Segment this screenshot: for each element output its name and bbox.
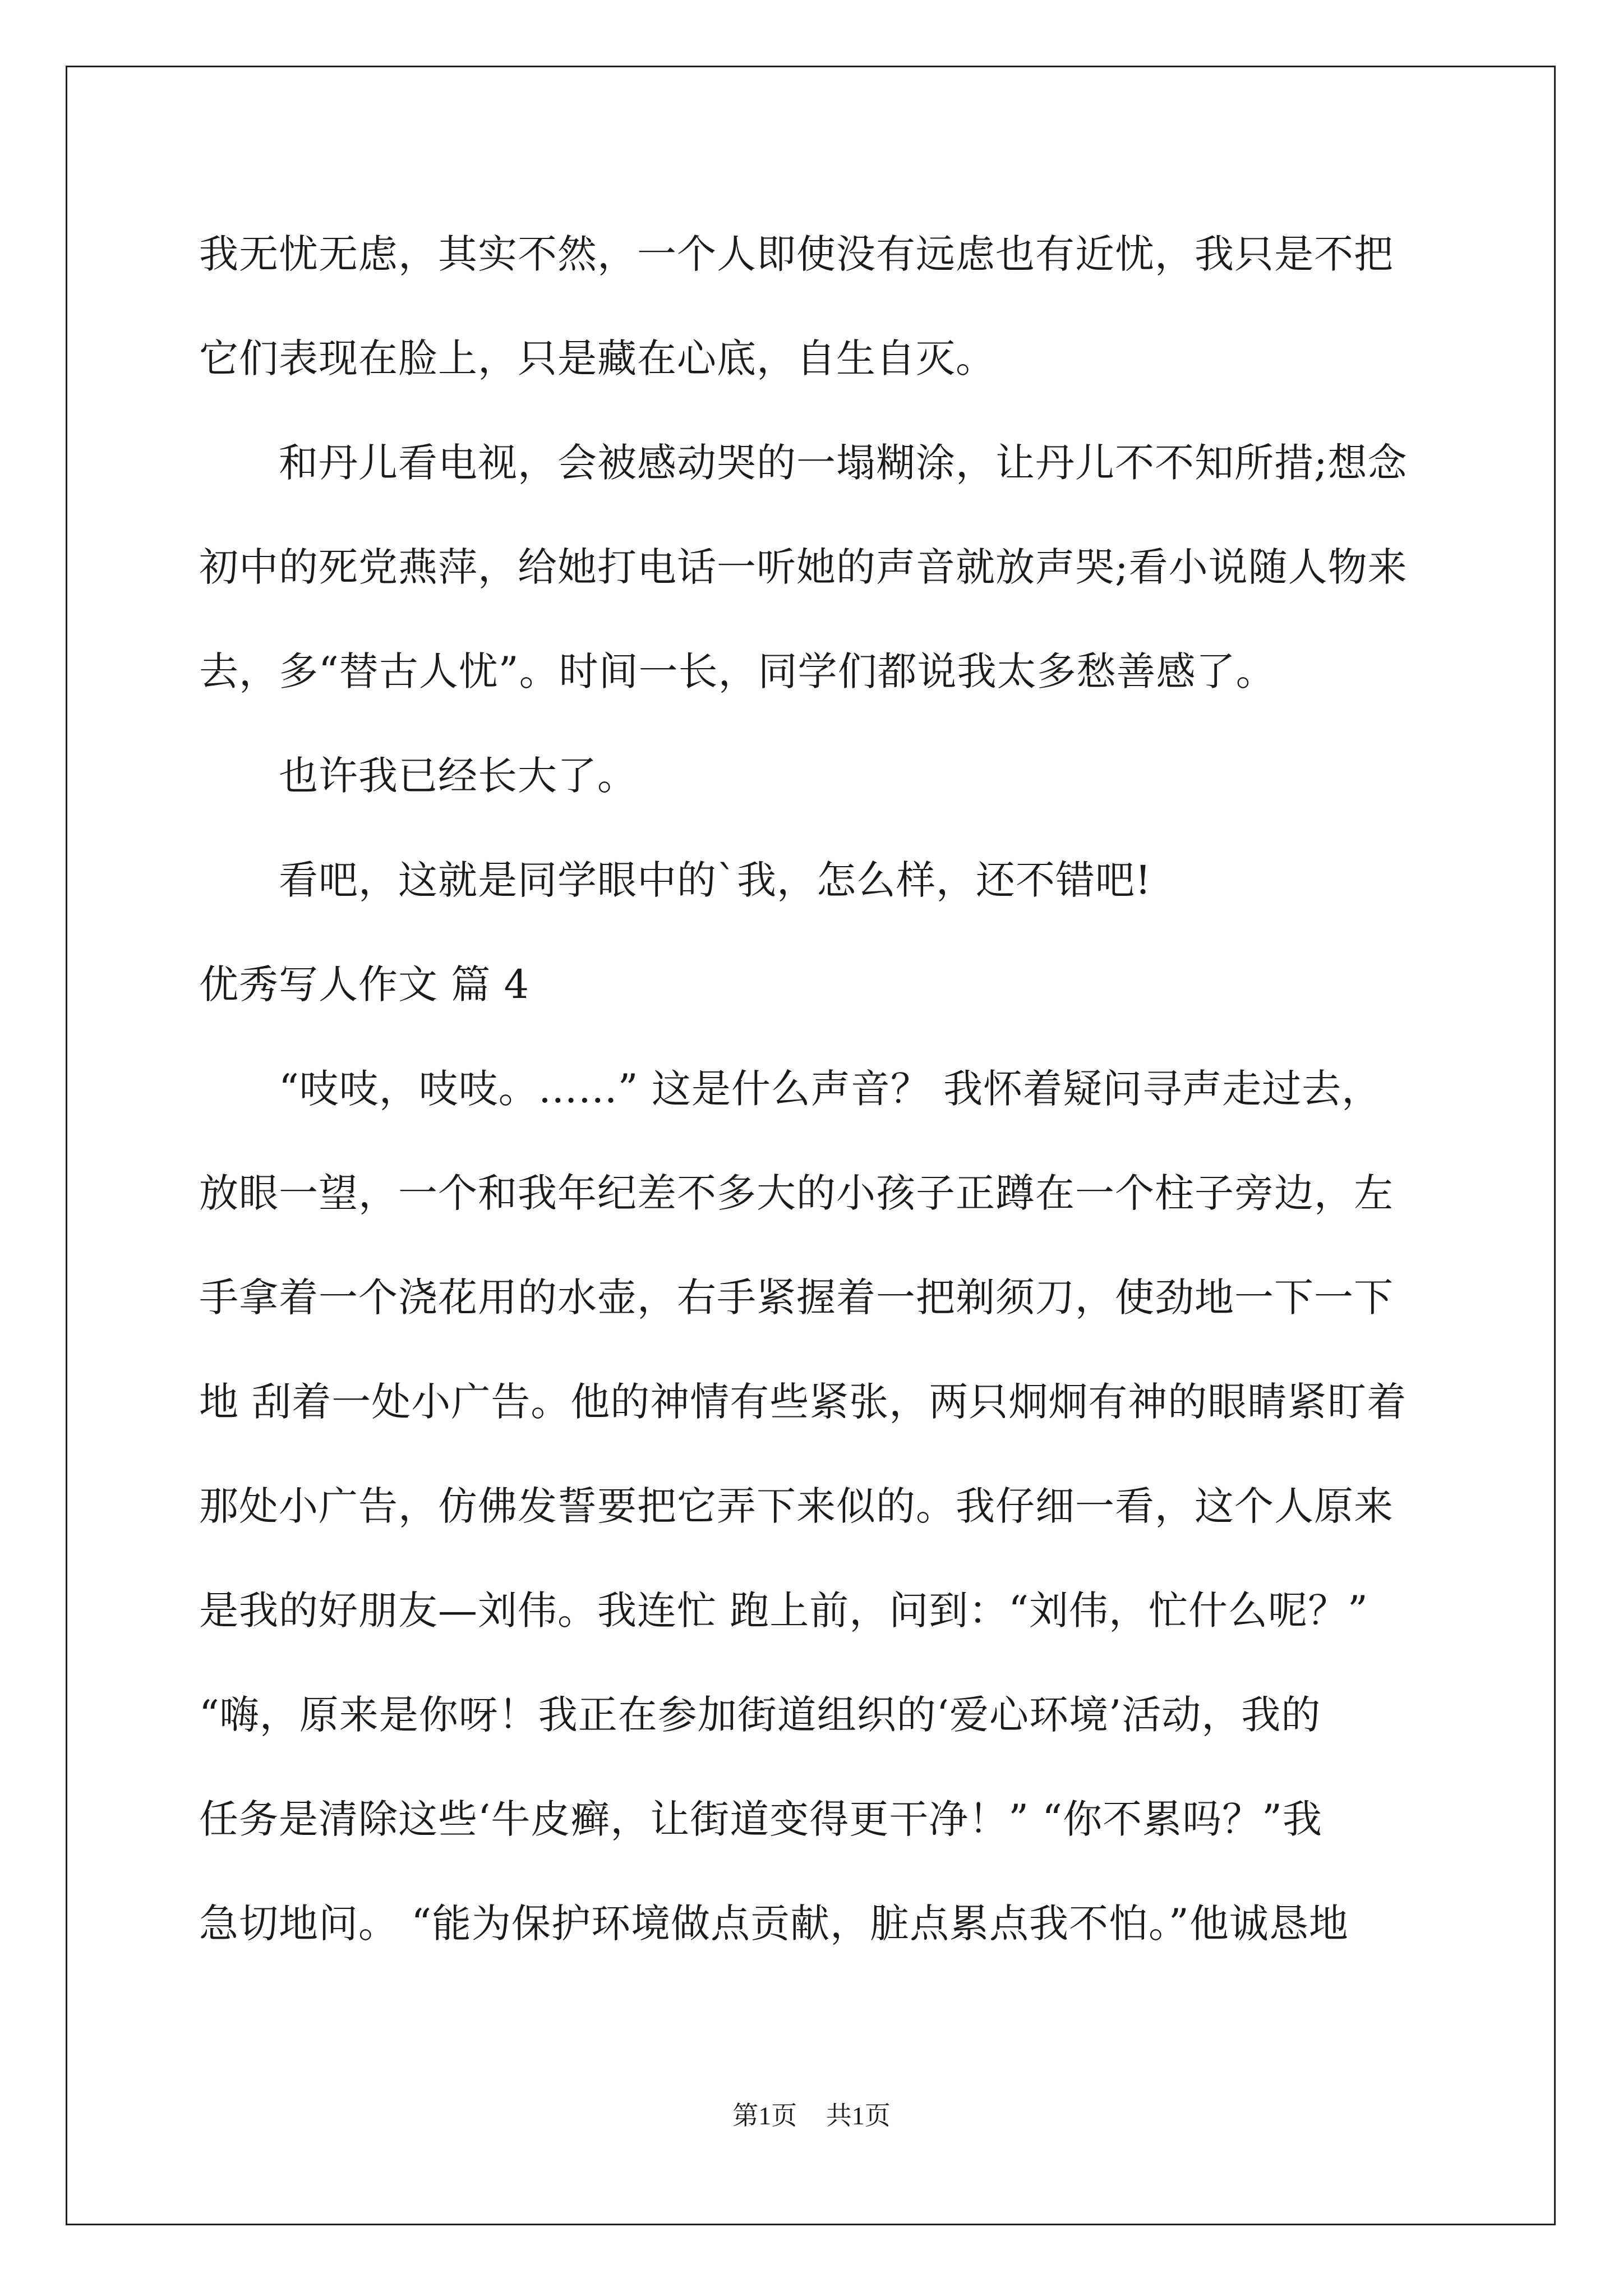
text-line: 是我的好朋友—刘伟。我连忙 跑上前，问到：“刘伟，忙什么呢？” [199, 1588, 1368, 1634]
text-line: 和丹儿看电视，会被感动哭的一塌糊涂，让丹儿不不知所措;想念 [279, 440, 1408, 486]
text-line: 看吧，这就是同学眼中的`我，怎么样，还不错吧! [279, 857, 1152, 903]
text-line: 去，多“替古人忧”。时间一长，同学们都说我太多愁善感了。 [199, 648, 1276, 694]
text-line: 任务是清除这些‘牛皮癣，让街道变得更干净！” “你不累吗？”我 [199, 1796, 1322, 1842]
text-line: 初中的死党燕萍，给她打电话一听她的声音就放声哭;看小说随人物来 [199, 544, 1408, 590]
document-body [199, 202, 1433, 1976]
text-line: “嗨，原来是你呀！我正在参加街道组织的‘爱心环境’活动，我的 [199, 1692, 1321, 1738]
page-total: 共1页 [826, 2101, 891, 2130]
text-line: 放眼一望，一个和我年纪差不多大的小孩子正蹲在一个柱子旁边，左 [199, 1170, 1394, 1216]
text-line: 那处小广告，仿佛发誓要把它弄下来似的。我仔细一看，这个人原来 [199, 1483, 1394, 1529]
text-line: 地 刮着一处小广告。他的神情有些紧张，两只炯炯有神的眼睛紧盯着 [199, 1379, 1407, 1425]
text-line: “吱吱，吱吱。……” 这是什么声音？ 我怀着疑问寻声走过去， [279, 1066, 1382, 1112]
text-line: 急切地问。 “能为保护环境做点贡献，脏点累点我不怕。”他诚恳地 [199, 1901, 1349, 1947]
section-heading: 优秀写人作文 篇 4 [199, 961, 530, 1007]
text-line: 它们表现在脸上，只是藏在心底，自生自灭。 [199, 335, 995, 381]
page-number: 第1页 [732, 2101, 797, 2130]
text-line: 手拿着一个浇花用的水壶，右手紧握着一把剃须刀，使劲地一下一下 [199, 1274, 1394, 1320]
text-line: 也许我已经长大了。 [279, 753, 637, 799]
page-footer [0, 2095, 1623, 2132]
text-line: 我无忧无虑，其实不然，一个人即使没有远虑也有近忧，我只是不把 [199, 231, 1394, 277]
